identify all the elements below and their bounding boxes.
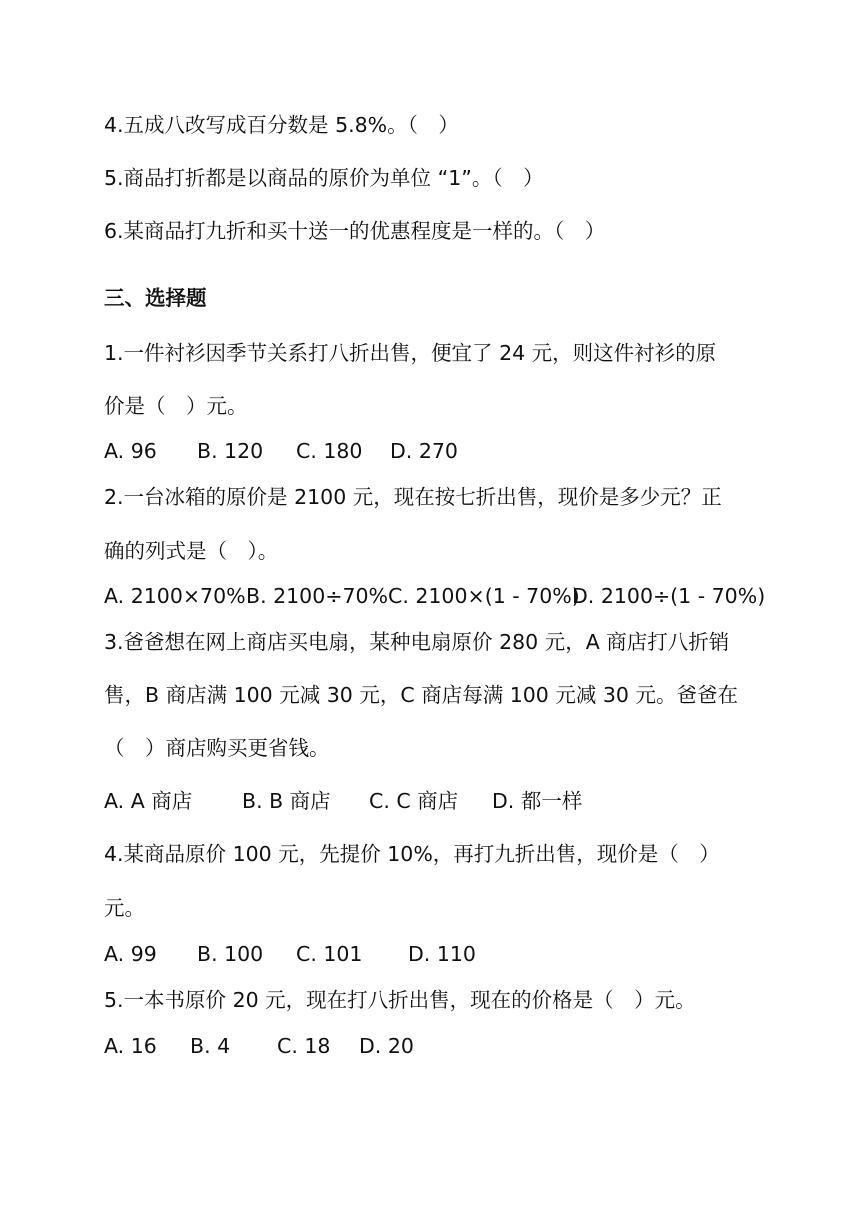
option-a: A. 16 [104, 1034, 157, 1058]
judge-question-4: 4.五成八改写成百分数是 5.8%。（ ） [104, 113, 459, 137]
option-d: D. 2100÷(1 - 70%) [572, 584, 766, 608]
option-a: A. 2100×70% [104, 584, 246, 608]
choice-q5-line1: 5.一本书原价 20 元，现在打八折出售，现在的价格是（ ）元。 [104, 988, 696, 1012]
choice-q4-line1: 4.某商品原价 100 元，先提价 10%，再打九折出售，现价是（ ） [104, 842, 720, 866]
option-b: B. 100 [197, 942, 264, 966]
option-b: B. 120 [197, 439, 264, 463]
option-a: A. 96 [104, 439, 157, 463]
option-d: D. 110 [408, 942, 476, 966]
choice-q2-line2: 确的列式是（ ）。 [104, 539, 279, 563]
option-b: B. 4 [190, 1034, 231, 1058]
choice-q3-line2: 售，B 商店满 100 元减 30 元，C 商店每满 100 元减 30 元。爸爸在 [104, 683, 738, 707]
choice-q5-options [104, 1034, 770, 1058]
option-a: A. A 商店 [104, 789, 193, 813]
choice-q1-line2: 价是（ ）元。 [104, 394, 248, 418]
option-c: C. C 商店 [369, 789, 459, 813]
judge-question-5: 5.商品打折都是以商品的原价为单位 “1”。（ ） [104, 166, 544, 190]
judge-question-6: 6.某商品打九折和买十送一的优惠程度是一样的。（ ） [104, 219, 606, 243]
option-c: C. 2100×(1 - 70%) [388, 584, 580, 608]
section-heading-choice: 三、选择题 [104, 286, 207, 310]
option-d: D. 20 [359, 1034, 414, 1058]
choice-q3-options [104, 789, 770, 813]
option-a: A. 99 [104, 942, 157, 966]
choice-q3-line1: 3.爸爸想在网上商店买电扇，某种电扇原价 280 元，A 商店打八折销 [104, 630, 730, 654]
option-d: D. 都一样 [492, 789, 583, 813]
choice-q2-line1: 2.一台冰箱的原价是 2100 元，现在按七折出售，现价是多少元？正 [104, 485, 722, 509]
choice-q1-line1: 1.一件衬衫因季节关系打八折出售，便宜了 24 元，则这件衬衫的原 [104, 341, 717, 365]
choice-q4-line2: 元。 [104, 896, 145, 920]
choice-q1-options [104, 439, 770, 463]
option-c: C. 101 [296, 942, 363, 966]
choice-q2-options [104, 584, 770, 608]
option-d: D. 270 [390, 439, 458, 463]
choice-q4-options [104, 942, 770, 966]
option-c: C. 18 [277, 1034, 331, 1058]
option-c: C. 180 [296, 439, 363, 463]
choice-q3-line3: （ ）商店购买更省钱。 [104, 736, 330, 760]
option-b: B. B 商店 [242, 789, 331, 813]
option-b: B. 2100÷70% [246, 584, 389, 608]
